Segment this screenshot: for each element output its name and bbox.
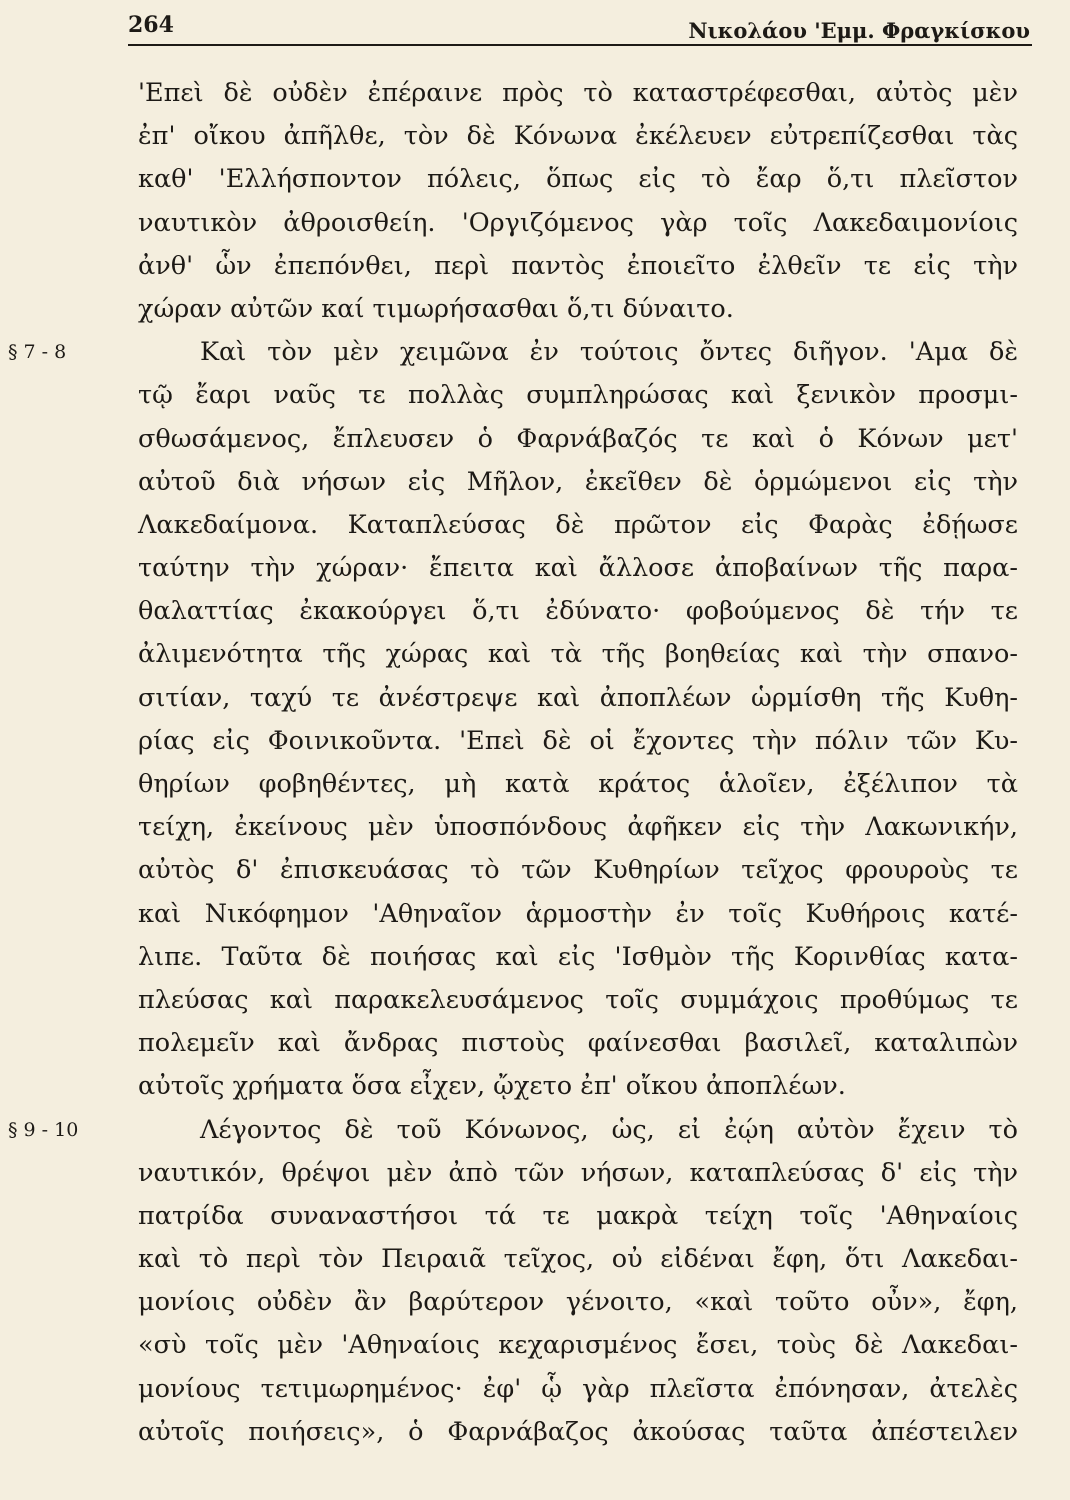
text-line [138, 461, 1018, 504]
text-line [138, 1411, 1018, 1454]
text-line [138, 1281, 1018, 1324]
text-line-content: ταύτην τὴν χώραν· ἔπειτα καὶ ἄλλοσε ἀποβαίνων τῆς παρα- [138, 553, 1018, 584]
text-line-content: πατρίδα συναναστήσοι τά τε μακρὰ τείχη τοῖς 'Αθηναίοις [138, 1200, 1018, 1231]
text-line [138, 202, 1018, 245]
text-line [138, 633, 1018, 676]
text-line-content: Λακεδαίμονα. Καταπλεύσας δὲ πρῶτον εἰς Φαρὰς ἐδῄωσε [138, 509, 1018, 540]
text-line [138, 677, 1018, 720]
text-line [138, 720, 1018, 763]
text-line-content: πλεύσας καὶ παρακελευσάμενος τοῖς συμμάχοις προθύμως τε [138, 984, 1018, 1015]
text-line-content: αὐτοῖς ποιήσεις», ὁ Φαρνάβαζος ἀκούσας ταῦτα ἀπέστειλεν [138, 1416, 1018, 1447]
text-line [138, 893, 1018, 936]
text-line-content: Καὶ τὸν μὲν χειμῶνα ἐν τούτοις ὄντες διῆγον. 'Αμα δὲ [200, 337, 1018, 368]
text-line-content: ναυτικὸν ἀθροισθείη. 'Οργιζόμενος γὰρ τοῖς Λακεδαιμονίοις [138, 207, 1018, 238]
text-line [138, 245, 1018, 288]
running-head: Νικολάου 'Εμμ. Φραγκίσκου [688, 18, 1030, 43]
text-line [138, 1022, 1018, 1065]
text-line-content: ἐπ' οἴκου ἀπῆλθε, τὸν δὲ Κόνωνα ἐκέλευεν εὐτρεπίζεσθαι τὰς [138, 121, 1018, 152]
text-line-content: μονίους τετιμωρημένος· ἐφ' ᾧ γὰρ πλεῖστα ἐπόνησαν, ἀτελὲς [138, 1373, 1018, 1404]
text-line-content: ρίας εἰς Φοινικοῦντα. 'Επεὶ δὲ οἱ ἔχοντες τὴν πόλιν τῶν Κυ- [138, 725, 1018, 756]
text-line-content: θηρίων φοβηθέντες, μὴ κατὰ κράτος ἁλοῖεν, ἐξέλιπον τὰ [138, 769, 1018, 799]
text-line-content: τῷ ἔαρι ναῦς τε πολλὰς συμπληρώσας καὶ ξενικὸν προσμι- [138, 380, 1018, 411]
text-line [138, 418, 1018, 461]
text-line [138, 806, 1018, 849]
text-line-content: 'Επεὶ δὲ οὐδὲν ἐπέραινε πρὸς τὸ καταστρέφεσθαι, αὐτὸς μὲν [138, 78, 1018, 108]
text-line [138, 1368, 1018, 1411]
page-number: 264 [128, 12, 174, 38]
text-line-content: θαλαττίας ἐκακούργει ὅ,τι ἐδύνατο· φοβούμενος δὲ τήν τε [138, 596, 1018, 627]
section-marker: § 7 - 8 [8, 341, 67, 364]
text-line [138, 547, 1018, 590]
text-line-content: αὐτοῦ διὰ νήσων εἰς Μῆλον, ἐκεῖθεν δὲ ὁρμώμενοι εἰς τὴν [138, 466, 1018, 497]
text-line-content: Λέγοντος δὲ τοῦ Κόνωνος, ὡς, εἰ ἐῴη αὐτὸν ἔχειν τὸ [200, 1114, 1018, 1145]
text-line-content: μονίοις οὐδὲν ἂν βαρύτερον γένοιτο, «καὶ τοῦτο οὖν», ἔφη, [138, 1287, 1018, 1318]
text-line [8, 1109, 1018, 1152]
text-line [138, 115, 1018, 158]
text-line [138, 1065, 1018, 1108]
text-line [138, 1324, 1018, 1367]
text-line-content: τείχη, ἐκείνους μὲν ὑποσπόνδους ἀφῆκεν εἰς τὴν Λακωνικήν, [138, 812, 1018, 843]
body-text [8, 72, 1018, 1454]
text-line-content: ἀνθ' ὧν ἐπεπόνθει, περὶ παντὸς ἐποιεῖτο ἐλθεῖν τε εἰς τὴν [138, 250, 1018, 281]
text-line [138, 374, 1018, 417]
text-line-content: χώραν αὐτῶν καί τιμωρήσασθαι ὅ,τι δύναιτο. [138, 293, 734, 324]
text-line-content: καθ' 'Ελλήσποντον πόλεις, ὅπως εἰς τὸ ἔαρ ὅ,τι πλεῖστον [138, 164, 1018, 195]
text-line-content: σιτίαν, ταχύ τε ἀνέστρεψε καὶ ἀποπλέων ὡρμίσθη τῆς Κυθη- [138, 682, 1018, 713]
text-line-content: λιπε. Ταῦτα δὲ ποιήσας καὶ εἰς 'Ισθμὸν τῆς Κορινθίας κατα- [138, 941, 1018, 972]
text-line [138, 763, 1018, 806]
text-line-content: αὐτὸς δ' ἐπισκευάσας τὸ τῶν Κυθηρίων τεῖχος φρουροὺς τε [138, 855, 1018, 886]
text-line [138, 1195, 1018, 1238]
text-line [138, 1238, 1018, 1281]
text-line-content: αὐτοῖς χρήματα ὅσα εἶχεν, ᾤχετο ἐπ' οἴκου ἀποπλέων. [138, 1071, 846, 1102]
text-line [138, 849, 1018, 892]
text-line [138, 590, 1018, 633]
text-line [138, 72, 1018, 115]
text-line [8, 331, 1018, 374]
text-line-content: σθωσάμενος, ἔπλευσεν ὁ Φαρνάβαζός τε καὶ ὁ Κόνων μετ' [138, 423, 1018, 454]
text-line-content: ἀλιμενότητα τῆς χώρας καὶ τὰ τῆς βοηθείας καὶ τὴν σπανο- [138, 639, 1018, 670]
text-line [138, 288, 1018, 331]
text-line [138, 158, 1018, 201]
text-line-content: πολεμεῖν καὶ ἄνδρας πιστοὺς φαίνεσθαι βασιλεῖ, καταλιπὼν [138, 1028, 1018, 1059]
section-marker: § 9 - 10 [8, 1118, 79, 1141]
text-line [138, 504, 1018, 547]
text-line [138, 1152, 1018, 1195]
text-line-content: ναυτικόν, θρέψοι μὲν ἀπὸ τῶν νήσων, καταπλεύσας δ' εἰς τὴν [138, 1157, 1018, 1188]
text-line-content: καὶ Νικόφημον 'Αθηναῖον ἁρμοστὴν ἐν τοῖς Κυθήροις κατέ- [138, 898, 1018, 929]
text-line-content: καὶ τὸ περὶ τὸν Πειραιᾶ τεῖχος, οὐ εἰδέναι ἔφη, ὅτι Λακεδαι- [138, 1244, 1018, 1275]
text-line [138, 979, 1018, 1022]
text-line [138, 936, 1018, 979]
header-rule [128, 44, 1032, 46]
text-line-content: «σὺ τοῖς μὲν 'Αθηναίοις κεχαρισμένος ἔσει, τοὺς δὲ Λακεδαι- [138, 1330, 1018, 1361]
